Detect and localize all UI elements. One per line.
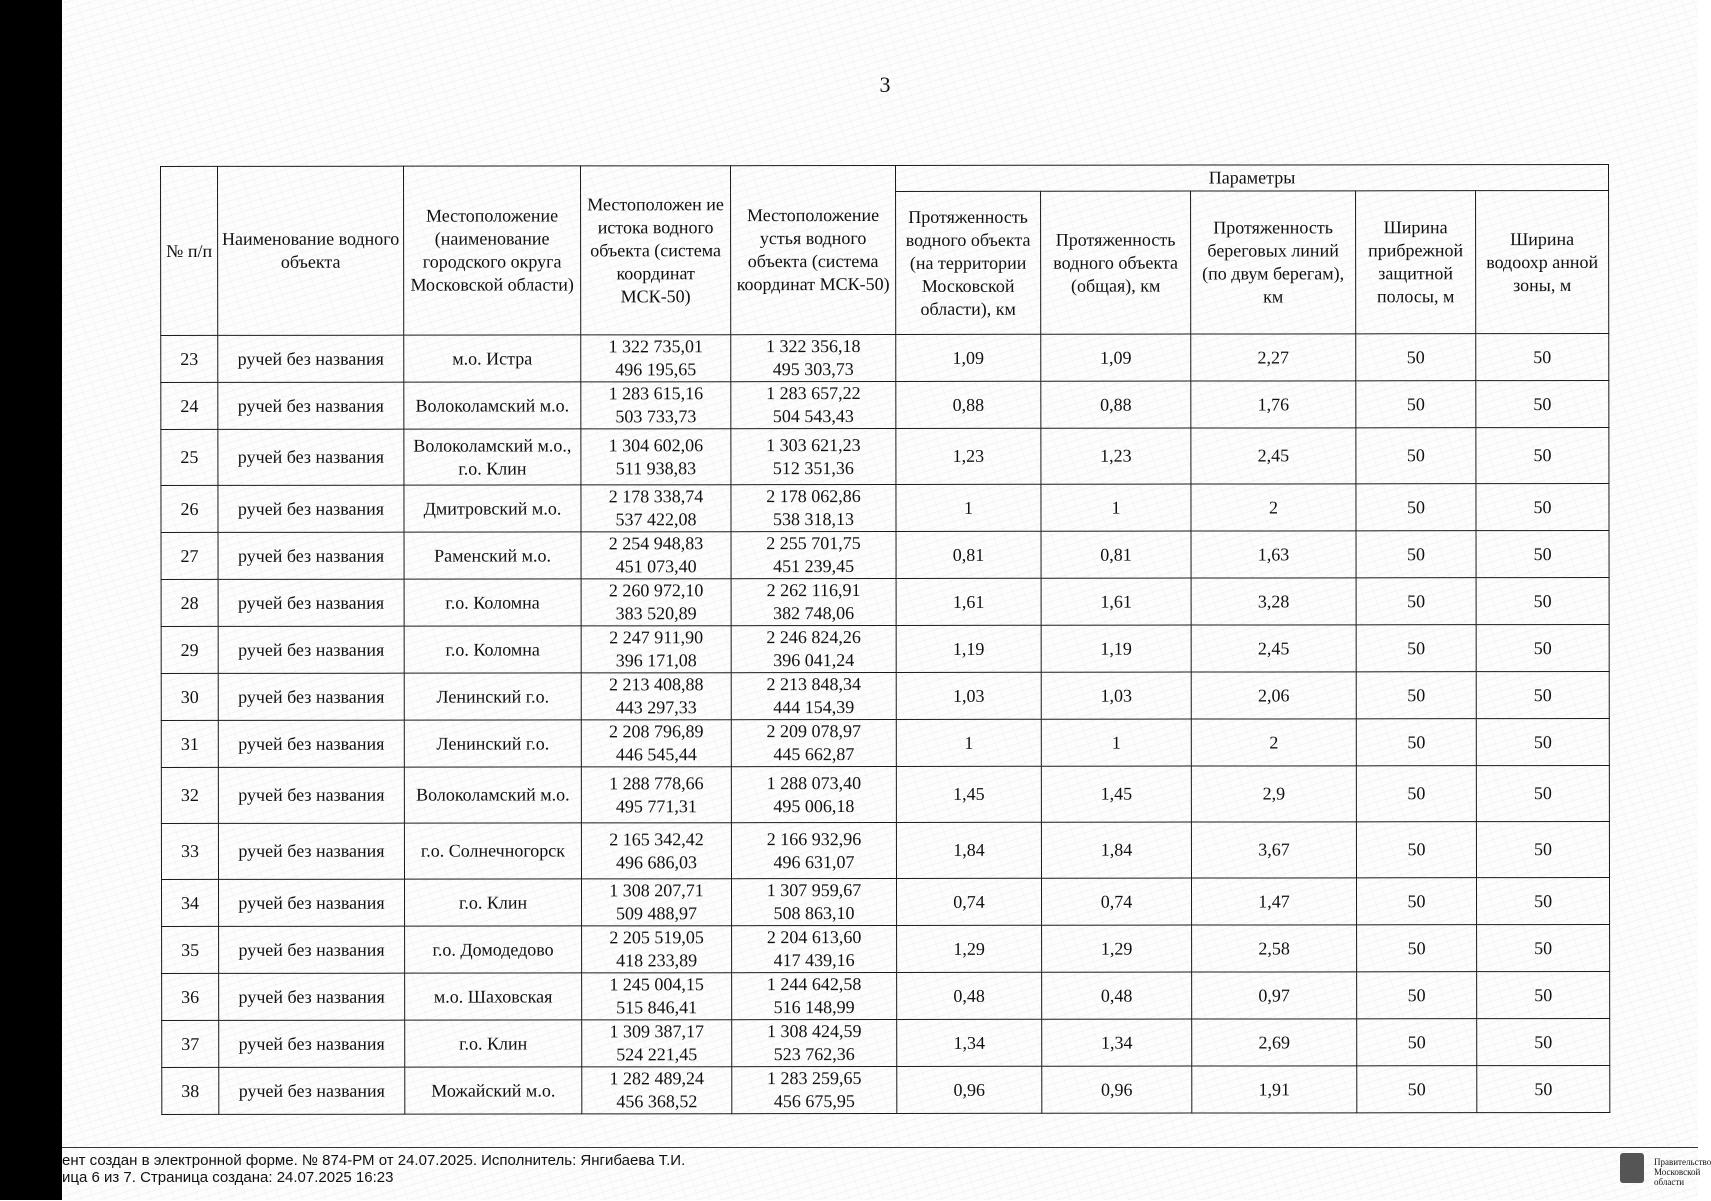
scan-edge-bar: [0, 0, 62, 1200]
length-total-cell: 1,29: [1042, 925, 1192, 972]
mouth-coord-value: 456 675,95: [773, 1091, 855, 1112]
header-params: Параметры: [896, 164, 1609, 191]
water-protection-cell: 50: [1476, 718, 1609, 765]
source-coord-value: 2 213 408,88: [608, 674, 704, 695]
header-shoreline: Протяженность береговых линий (по двум берегам), км: [1191, 191, 1356, 334]
water-protection-cell: 50: [1476, 877, 1609, 924]
mouth-coords: [731, 766, 896, 822]
mouth-coord-value: 504 543,43: [772, 406, 854, 427]
shoreline-cell: 2,27: [1191, 334, 1356, 381]
mouth-coords: [731, 878, 896, 925]
length-region-cell: 1,84: [896, 822, 1041, 878]
footer-text: [62, 1152, 685, 1186]
header-location: Местоположение (наименование городского округа Московской области): [404, 166, 581, 335]
water-object-name: ручей без названия: [218, 626, 404, 673]
water-protection-cell: 50: [1476, 624, 1609, 671]
shoreline-cell: 3,28: [1191, 578, 1356, 625]
source-coord-value: 2 254 948,83: [608, 533, 704, 554]
mouth-coord-value: 538 318,13: [772, 509, 855, 530]
source-coord-value: 495 771,31: [615, 795, 697, 816]
table-row: [161, 877, 1609, 926]
header-length-total: Протяженность водного объекта (общая), км: [1041, 191, 1191, 334]
source-coord-value: 496 195,65: [615, 359, 697, 380]
source-coord-value: 2 178 338,74: [608, 486, 704, 507]
shoreline-cell: 2: [1191, 719, 1356, 766]
header-row-1: [161, 164, 1609, 192]
length-total-cell: 1: [1041, 719, 1191, 766]
water-object-name: ручей без названия: [218, 429, 404, 485]
mouth-coord-value: 2 209 078,97: [766, 721, 862, 742]
shoreline-cell: 2,69: [1192, 1019, 1357, 1066]
water-protection-cell: 50: [1477, 1018, 1610, 1065]
source-coords: [582, 926, 732, 973]
location-cell: Волоколамский м.о.: [404, 767, 581, 823]
row-number: 27: [161, 532, 218, 579]
source-coord-value: 2 260 972,10: [608, 580, 704, 601]
location-cell: г.о. Солнечногорск: [404, 823, 581, 879]
length-total-cell: 1,23: [1041, 428, 1191, 484]
shoreline-cell: 1,63: [1191, 531, 1356, 578]
mouth-coord-value: 1 283 657,22: [766, 383, 861, 404]
row-number: 36: [162, 973, 219, 1020]
water-object-name: ручей без названия: [219, 1020, 405, 1067]
location-cell: г.о. Коломна: [404, 579, 581, 626]
source-coords: [581, 720, 731, 767]
mouth-coord-value: 1 307 959,67: [766, 880, 862, 901]
table-row: [162, 924, 1610, 973]
location-cell: г.о. Клин: [404, 879, 581, 926]
coastal-strip-cell: 50: [1356, 531, 1476, 578]
water-object-name: ручей без названия: [218, 767, 404, 823]
row-number: 24: [161, 382, 218, 429]
mouth-coord-value: 508 863,10: [773, 903, 855, 924]
emblem-icon: [1620, 1153, 1644, 1183]
length-region-cell: 1,34: [897, 1019, 1042, 1066]
source-coord-value: 509 488,97: [616, 903, 698, 924]
source-coord-value: 2 208 796,89: [609, 721, 704, 742]
water-protection-cell: 50: [1476, 427, 1609, 483]
row-number: 26: [161, 485, 218, 532]
table-row: [161, 624, 1609, 673]
shoreline-cell: 1,76: [1191, 381, 1356, 428]
source-coord-value: 537 422,08: [615, 509, 697, 530]
source-coords: [581, 485, 731, 532]
shoreline-cell: 2,06: [1191, 672, 1356, 719]
source-coords: [581, 382, 731, 429]
mouth-coord-value: 1 308 424,59: [766, 1021, 862, 1042]
row-number: 29: [161, 626, 218, 673]
coastal-strip-cell: 50: [1356, 381, 1476, 428]
mouth-coords: [731, 334, 896, 381]
water-protection-cell: 50: [1476, 765, 1609, 821]
table-row: [161, 671, 1609, 720]
water-protection-cell: 50: [1476, 671, 1609, 718]
mouth-coord-value: 2 246 824,26: [766, 627, 861, 648]
source-coords: [582, 1020, 732, 1067]
header-num: № п/п: [161, 166, 218, 335]
water-object-name: ручей без названия: [218, 382, 404, 429]
source-coord-value: 443 297,33: [615, 697, 697, 718]
mouth-coord-value: 444 154,39: [773, 697, 855, 718]
mouth-coord-value: 1 244 642,58: [766, 974, 862, 995]
row-number: 32: [161, 767, 218, 823]
length-total-cell: 1,09: [1041, 334, 1191, 381]
water-object-name: ручей без названия: [219, 1067, 405, 1114]
coastal-strip-cell: 50: [1356, 625, 1476, 672]
water-object-name: ручей без названия: [218, 673, 404, 720]
source-coords: [581, 579, 731, 626]
length-region-cell: 1: [896, 719, 1041, 766]
mouth-coords: [732, 925, 897, 972]
mouth-coord-value: 495 006,18: [773, 795, 855, 816]
length-region-cell: 1,09: [896, 334, 1041, 381]
mouth-coord-value: 516 148,99: [773, 997, 855, 1018]
header-length-region: Протяженность водного объекта (на территории Московской области), км: [896, 191, 1041, 334]
mouth-coord-value: 2 213 848,34: [766, 674, 861, 695]
coastal-strip-cell: 50: [1356, 672, 1476, 719]
mouth-coords: [732, 972, 897, 1019]
location-cell: м.о. Шаховская: [405, 973, 582, 1020]
length-total-cell: 1: [1041, 484, 1191, 531]
source-coord-value: 1 283 615,16: [608, 383, 704, 404]
length-region-cell: 0,74: [896, 878, 1041, 925]
length-total-cell: 0,48: [1042, 972, 1192, 1019]
shoreline-cell: 0,97: [1192, 972, 1357, 1019]
source-coords: [581, 626, 731, 673]
source-coords: [582, 1067, 732, 1114]
mouth-coords: [731, 822, 896, 878]
location-cell: Волоколамский м.о.: [404, 382, 581, 429]
length-region-cell: 0,88: [896, 381, 1041, 428]
length-total-cell: 1,45: [1041, 766, 1191, 822]
mouth-coord-value: 495 303,73: [772, 359, 854, 380]
length-total-cell: 1,84: [1041, 822, 1191, 878]
source-coord-value: 418 233,89: [616, 950, 698, 971]
mouth-coords: [731, 672, 896, 719]
mouth-coords: [731, 531, 896, 578]
table-row: [161, 427, 1609, 485]
location-cell: Волоколамский м.о., г.о. Клин: [404, 429, 581, 485]
source-coord-value: 456 368,52: [616, 1091, 698, 1112]
mouth-coord-value: 445 662,87: [773, 744, 855, 765]
length-region-cell: 1,45: [896, 766, 1041, 822]
source-coord-value: 1 309 387,17: [609, 1021, 704, 1042]
mouth-coords: [732, 1066, 897, 1113]
mouth-coord-value: 417 439,16: [773, 950, 855, 971]
length-total-cell: 1,19: [1041, 625, 1191, 672]
mouth-coord-value: 496 631,07: [773, 851, 855, 872]
source-coord-value: 2 247 911,90: [609, 627, 704, 648]
location-cell: Ленинский г.о.: [404, 720, 581, 767]
row-number: 31: [161, 720, 218, 767]
water-object-name: ручей без названия: [219, 973, 405, 1020]
source-coords: [581, 879, 731, 926]
source-coord-value: 524 221,45: [616, 1044, 698, 1065]
table-row: [162, 1018, 1610, 1067]
row-number: 33: [161, 823, 218, 879]
length-region-cell: 1,19: [896, 625, 1041, 672]
mouth-coord-value: 2 204 613,60: [766, 927, 862, 948]
source-coords: [581, 429, 731, 485]
table-row: [162, 1065, 1610, 1114]
table-row: [161, 483, 1609, 532]
mouth-coord-value: 396 041,24: [773, 650, 855, 671]
water-protection-cell: 50: [1477, 971, 1610, 1018]
water-objects-table: [160, 164, 1610, 1115]
shoreline-cell: 2,45: [1191, 625, 1356, 672]
length-region-cell: 0,48: [897, 972, 1042, 1019]
length-total-cell: 0,74: [1041, 878, 1191, 925]
source-coords: [581, 335, 731, 382]
length-total-cell: 1,34: [1042, 1019, 1192, 1066]
length-region-cell: 1,61: [896, 578, 1041, 625]
page-number: 3: [879, 72, 891, 97]
length-region-cell: 1,23: [896, 428, 1041, 484]
shoreline-cell: 2,9: [1191, 766, 1356, 822]
mouth-coord-value: 1 322 356,18: [765, 336, 861, 357]
water-protection-cell: 50: [1476, 530, 1609, 577]
table-row: [161, 718, 1609, 767]
table-row: [161, 380, 1609, 429]
table-row: [161, 821, 1609, 879]
water-object-name: ручей без названия: [218, 720, 404, 767]
logo-line-1: Правительство: [1654, 1157, 1711, 1167]
row-number: 28: [161, 579, 218, 626]
shoreline-cell: 1,91: [1192, 1066, 1357, 1113]
header-source: Местоположен ие истока водного объекта (система координат МСК-50): [581, 166, 731, 335]
location-cell: г.о. Коломна: [404, 626, 581, 673]
water-object-name: ручей без названия: [219, 926, 405, 973]
row-number: 35: [162, 926, 219, 973]
location-cell: г.о. Домодедово: [405, 926, 582, 973]
water-object-name: ручей без названия: [218, 579, 404, 626]
row-number: 25: [161, 429, 218, 485]
table-row: [161, 765, 1609, 823]
length-total-cell: 1,61: [1041, 578, 1191, 625]
location-cell: Ленинский г.о.: [404, 673, 581, 720]
source-coords: [581, 532, 731, 579]
source-coord-value: 446 545,44: [615, 744, 697, 765]
water-protection-cell: 50: [1476, 333, 1609, 380]
mouth-coords: [731, 578, 896, 625]
location-cell: г.о. Клин: [405, 1020, 582, 1067]
row-number: 23: [161, 335, 218, 382]
table-row: [162, 971, 1610, 1020]
mouth-coords: [731, 625, 896, 672]
water-protection-cell: 50: [1477, 924, 1610, 971]
mouth-coord-value: 512 351,36: [772, 457, 854, 478]
mouth-coord-value: 451 239,45: [773, 556, 855, 577]
source-coord-value: 503 733,73: [615, 406, 697, 427]
water-protection-cell: 50: [1476, 483, 1609, 530]
length-region-cell: 1: [896, 484, 1041, 531]
mouth-coords: [732, 1019, 897, 1066]
source-coords: [582, 973, 732, 1020]
source-coord-value: 396 171,08: [615, 650, 697, 671]
water-object-name: ручей без названия: [218, 485, 404, 532]
mouth-coords: [731, 381, 896, 428]
coastal-strip-cell: 50: [1356, 822, 1476, 878]
mouth-coord-value: 2 178 062,86: [766, 486, 861, 507]
source-coord-value: 2 165 342,42: [609, 828, 704, 849]
coastal-strip-cell: 50: [1356, 334, 1476, 381]
header-coastal-strip: Ширина прибрежной защитной полосы, м: [1356, 191, 1476, 334]
mouth-coord-value: 523 762,36: [773, 1044, 855, 1065]
mouth-coord-value: 2 262 116,91: [766, 580, 861, 601]
mouth-coord-value: 2 255 701,75: [766, 533, 861, 554]
mouth-coord-value: 1 288 073,40: [766, 772, 862, 793]
government-logo-text: [1654, 1157, 1711, 1187]
coastal-strip-cell: 50: [1357, 925, 1477, 972]
table-row: [161, 577, 1609, 626]
shoreline-cell: 3,67: [1191, 822, 1356, 878]
coastal-strip-cell: 50: [1356, 719, 1476, 766]
location-cell: Раменский м.о.: [404, 532, 581, 579]
length-total-cell: 1,03: [1041, 672, 1191, 719]
shoreline-cell: 2,45: [1191, 428, 1356, 484]
source-coords: [581, 673, 731, 720]
mouth-coords: [731, 428, 896, 484]
length-total-cell: 0,88: [1041, 381, 1191, 428]
length-region-cell: 0,96: [897, 1066, 1042, 1113]
row-number: 30: [161, 673, 218, 720]
length-region-cell: 1,29: [897, 925, 1042, 972]
water-protection-cell: 50: [1476, 821, 1609, 877]
row-number: 37: [162, 1020, 219, 1067]
source-coord-value: 511 938,83: [615, 457, 697, 478]
water-protection-cell: 50: [1477, 1065, 1610, 1112]
location-cell: Дмитровский м.о.: [404, 485, 581, 532]
table-row: [161, 333, 1609, 382]
mouth-coord-value: 2 166 932,96: [766, 828, 862, 849]
header-water-protection-zone: Ширина водоохр анной зоны, м: [1476, 190, 1609, 333]
shoreline-cell: 2,58: [1192, 925, 1357, 972]
source-coord-value: 1 282 489,24: [609, 1068, 705, 1089]
source-coord-value: 1 304 602,06: [608, 434, 704, 455]
footer: [62, 1147, 1711, 1201]
footer-line-2: ица 6 из 7. Страница создана: 24.07.2025 16:23: [62, 1169, 394, 1186]
mouth-coords: [731, 719, 896, 766]
mouth-coords: [731, 484, 896, 531]
mouth-coord-value: 1 283 259,65: [767, 1068, 862, 1089]
table-row: [161, 530, 1609, 579]
coastal-strip-cell: 50: [1356, 578, 1476, 625]
source-coord-value: 1 288 778,66: [609, 772, 704, 793]
logo-line-2: Московской области: [1654, 1167, 1701, 1187]
location-cell: Можайский м.о.: [405, 1067, 582, 1114]
source-coord-value: 1 322 735,01: [608, 336, 704, 357]
source-coord-value: 1 308 207,71: [609, 880, 704, 901]
shoreline-cell: 1,47: [1191, 878, 1356, 925]
length-region-cell: 0,81: [896, 531, 1041, 578]
length-region-cell: 1,03: [896, 672, 1041, 719]
coastal-strip-cell: 50: [1356, 878, 1476, 925]
coastal-strip-cell: 50: [1357, 1066, 1477, 1113]
water-object-name: ручей без названия: [218, 879, 404, 926]
mouth-coord-value: 382 748,06: [773, 603, 855, 624]
coastal-strip-cell: 50: [1356, 428, 1476, 484]
source-coord-value: 383 520,89: [615, 603, 697, 624]
length-total-cell: 0,81: [1041, 531, 1191, 578]
coastal-strip-cell: 50: [1357, 972, 1477, 1019]
location-cell: м.о. Истра: [404, 335, 581, 382]
header-name: Наименование водного объекта: [218, 166, 404, 335]
coastal-strip-cell: 50: [1356, 766, 1476, 822]
source-coord-value: 1 245 004,15: [609, 974, 704, 995]
header-mouth: Местоположение устья водного объекта (система координат МСК-50): [731, 165, 896, 334]
source-coords: [581, 767, 731, 823]
source-coords: [581, 823, 731, 879]
source-coord-value: 451 073,40: [615, 556, 697, 577]
row-number: 38: [162, 1067, 219, 1114]
water-protection-cell: 50: [1476, 380, 1609, 427]
coastal-strip-cell: 50: [1356, 484, 1476, 531]
source-coord-value: 2 205 519,05: [609, 927, 704, 948]
mouth-coord-value: 1 303 621,23: [766, 434, 861, 455]
source-coord-value: 515 846,41: [616, 997, 698, 1018]
coastal-strip-cell: 50: [1357, 1019, 1477, 1066]
water-object-name: ручей без названия: [218, 532, 404, 579]
source-coord-value: 496 686,03: [615, 851, 697, 872]
shoreline-cell: 2: [1191, 484, 1356, 531]
length-total-cell: 0,96: [1042, 1066, 1192, 1113]
water-object-name: ручей без названия: [218, 335, 404, 382]
water-object-name: ручей без названия: [218, 823, 404, 879]
row-number: 34: [161, 879, 218, 926]
footer-line-1: ент создан в электронной форме. № 874-РМ от 24.07.2025. Исполнитель: Янгибаева Т.И.: [62, 1152, 686, 1169]
water-protection-cell: 50: [1476, 577, 1609, 624]
